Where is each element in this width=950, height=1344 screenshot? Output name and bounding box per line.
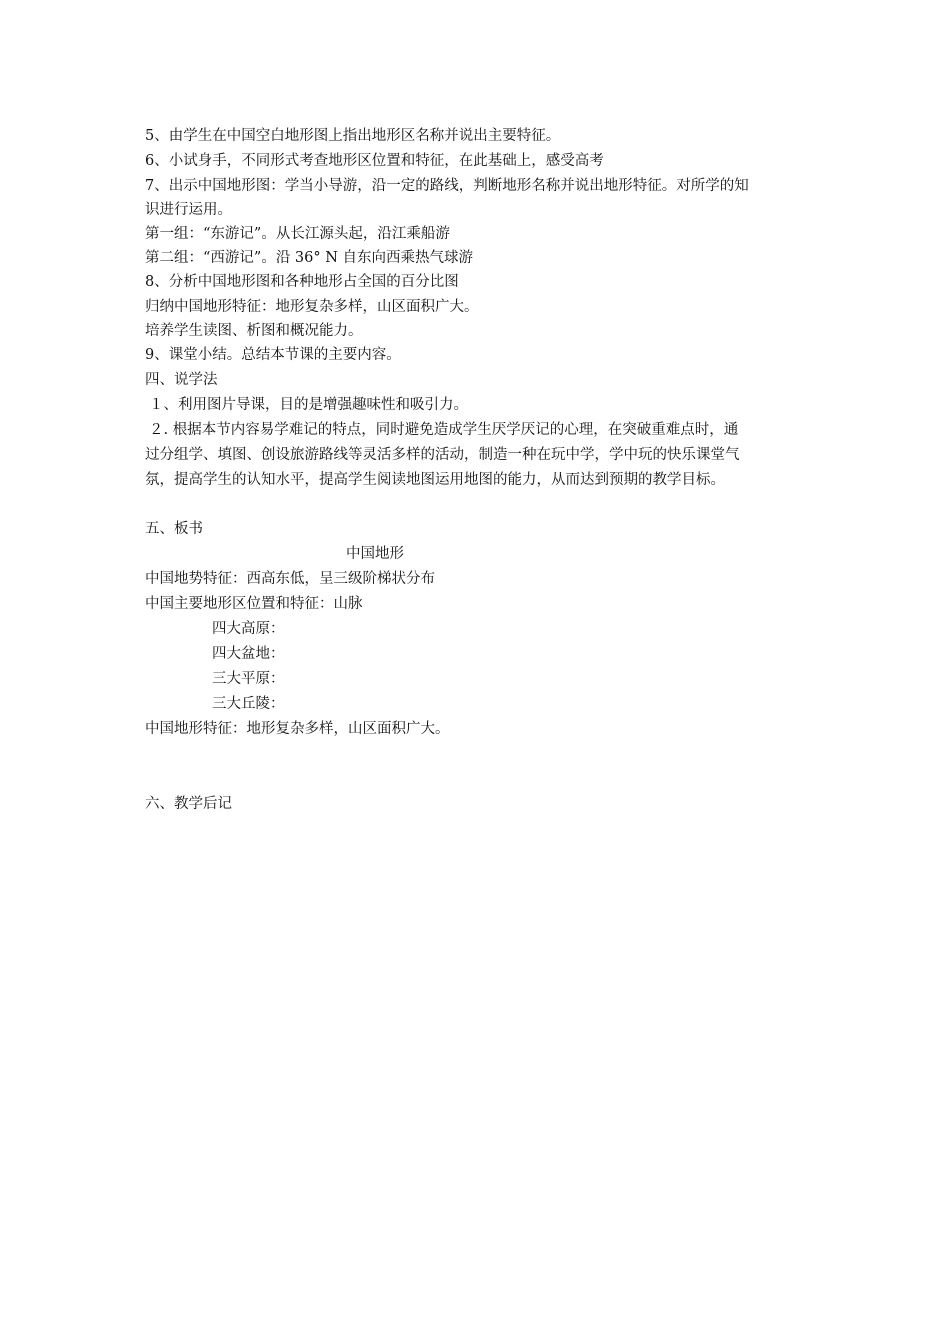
section-6-heading: 六、教学后记 bbox=[145, 796, 232, 812]
method-2-continued-1: 过分组学、填图、创设旅游路线等灵活多样的活动，制造一种在玩中学，学中玩的快乐课堂气 bbox=[145, 447, 740, 463]
method-2-continued-2: 氛，提高学生的认知水平，提高学生阅读地图运用地图的能力，从而达到预期的教学目标。 bbox=[145, 472, 725, 488]
step-7-continued: 识进行运用。 bbox=[145, 202, 232, 218]
method-1-text: １、利用图片导课，目的是增强趣味性和吸引力。 bbox=[149, 397, 468, 413]
blackboard-item: 中国主要地形区位置和特征：山脉 bbox=[145, 596, 363, 612]
summary-feature-text: 归纳中国地形特征：地形复杂多样，山区面积广大。 bbox=[145, 299, 479, 315]
step-7-text: 7、出示中国地形图：学当小导游，沿一定的路线，判断地形名称并说出地形特征。对所学的知 bbox=[145, 178, 749, 194]
group-2-text: 第二组：“西游记”。沿 36° N 自东向西乘热气球游 bbox=[145, 250, 474, 266]
step-8-text: 8、分析中国地形图和各种地形占全国的百分比图 bbox=[145, 274, 459, 290]
step-9-text: 9、课堂小结。总结本节课的主要内容。 bbox=[145, 347, 401, 363]
section-5-heading: 五、板书 bbox=[145, 521, 203, 537]
step-5-text: 5、由学生在中国空白地形图上指出地形区名称并说出主要特征。 bbox=[145, 128, 561, 144]
blackboard-item: 三大平原： bbox=[212, 671, 285, 687]
blackboard-item: 中国地势特征：西高东低，呈三级阶梯状分布 bbox=[145, 571, 435, 587]
group-1-text: 第一组：“东游记”。从长江源头起，沿江乘船游 bbox=[145, 226, 450, 242]
blackboard-item: 三大丘陵： bbox=[212, 696, 285, 712]
blackboard-item: 中国地形特征：地形复杂多样，山区面积广大。 bbox=[145, 721, 450, 737]
step-6-text: 6、小试身手，不同形式考查地形区位置和特征，在此基础上，感受高考 bbox=[145, 153, 604, 169]
blackboard-item: 四大盆地： bbox=[212, 646, 285, 662]
blackboard-title: 中国地形 bbox=[346, 546, 404, 562]
method-2-text: ２. 根据本节内容易学难记的特点，同时避免造成学生厌学厌记的心理，在突破重难点时，通 bbox=[149, 422, 739, 438]
ability-text: 培养学生读图、析图和概况能力。 bbox=[145, 323, 363, 339]
section-4-heading: 四、说学法 bbox=[145, 372, 218, 388]
blackboard-item: 四大高原： bbox=[212, 621, 285, 637]
